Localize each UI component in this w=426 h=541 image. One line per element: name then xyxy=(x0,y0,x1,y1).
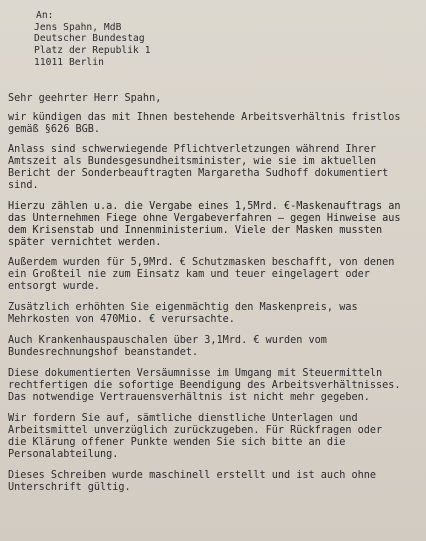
paragraph-spacer xyxy=(8,293,418,302)
paragraph-spacer xyxy=(8,192,418,201)
paragraph-spacer xyxy=(8,326,418,335)
paragraph-6-line-2: Bundesrechnungshof beanstandet. xyxy=(8,347,199,358)
address-line-organization: Deutscher Bundestag xyxy=(34,33,145,45)
address-line-street: Platz der Republik 1 xyxy=(34,45,151,57)
recipient-address xyxy=(34,10,254,69)
paragraph-3-line-3: dem Krisenstab und Innenministerium. Viele der Masken mussten xyxy=(8,225,383,236)
salutation: Sehr geehrter Herr Spahn, xyxy=(8,93,162,104)
address-label: An: xyxy=(36,10,54,21)
paragraph-spacer xyxy=(8,249,418,257)
paragraph-spacer xyxy=(8,404,418,413)
paragraph-7-line-1: Diese dokumentierten Versäumnisse im Umgang mit Steuermitteln xyxy=(8,368,383,379)
paragraph-8-line-4: Personalabteilung. xyxy=(8,449,119,460)
paragraph-7-line-2: rechtfertigen die sofortige Beendigung des Arbeitsverhältnisses. xyxy=(8,380,401,391)
paragraph-6-line-1: Auch Krankenhauspauschalen über 3,1Mrd. € wurden vom xyxy=(8,335,327,346)
paragraph-1-line-2: gemäß §626 BGB. xyxy=(8,124,101,135)
address-line-name: Jens Spahn, MdB xyxy=(34,21,122,33)
paragraph-spacer xyxy=(8,461,418,470)
paragraph-1-line-1: wir kündigen das mit Ihnen bestehende Arbeitsverhältnis fristlos xyxy=(8,112,401,123)
paragraph-7-line-3: Das notwendige Vertrauensverhältnis ist nicht mehr gegeben. xyxy=(8,392,370,403)
paragraph-5-line-2: Mehrkosten von 470Mio. € verursachte. xyxy=(8,314,235,325)
paragraph-8-line-3: die Klärung offener Punkte wenden Sie sich bitte an die xyxy=(8,437,346,448)
paragraph-3-line-4: später vernichtet werden. xyxy=(8,237,162,248)
paragraph-2-line-4: sind. xyxy=(8,180,39,191)
paragraph-2-line-2: Amtszeit als Bundesgesundheitsminister, wie sie im aktuellen xyxy=(8,156,377,167)
paragraph-2-line-3: Bericht der Sonderbeauftragten Margaretha Sudhoff dokumentiert xyxy=(8,168,389,179)
paragraph-5-line-1: Zusätzlich erhöhten Sie eigenmächtig den Maskenpreis, was xyxy=(8,302,358,313)
paragraph-3-line-1: Hierzu zählen u.a. die Vergabe eines 1,5Mrd. €-Maskenauftrags an xyxy=(8,201,401,212)
paragraph-8-line-2: Arbeitsmittel unverzüglich zurückzugeben. Für Rückfragen oder xyxy=(8,425,383,436)
paragraph-9-line-2: Unterschrift gültig. xyxy=(8,482,131,493)
paragraph-4-line-3: entsorgt wurde. xyxy=(8,281,101,292)
letter-body xyxy=(8,93,418,494)
paragraph-8-line-1: Wir fordern Sie auf, sämtliche dienstliche Unterlagen und xyxy=(8,413,358,424)
paragraph-spacer xyxy=(8,105,418,112)
paragraph-4-line-1: Außerdem wurden für 5,9Mrd. € Schutzmasken beschafft, von denen xyxy=(8,257,395,268)
paragraph-3-line-2: das Unternehmen Fiege ohne Vergabeverfahren – gegen Hinweise aus xyxy=(8,213,401,224)
address-line-city: 11011 Berlin xyxy=(34,56,104,68)
paragraph-9-line-1: Dieses Schreiben wurde maschinell erstellt und ist auch ohne xyxy=(8,470,377,481)
paragraph-spacer xyxy=(8,136,418,144)
paragraph-2-line-1: Anlass sind schwerwiegende Pflichtverletzungen während Ihrer xyxy=(8,144,377,155)
paragraph-spacer xyxy=(8,359,418,368)
paragraph-4-line-2: ein Großteil nie zum Einsatz kam und teuer eingelagert oder xyxy=(8,269,370,280)
